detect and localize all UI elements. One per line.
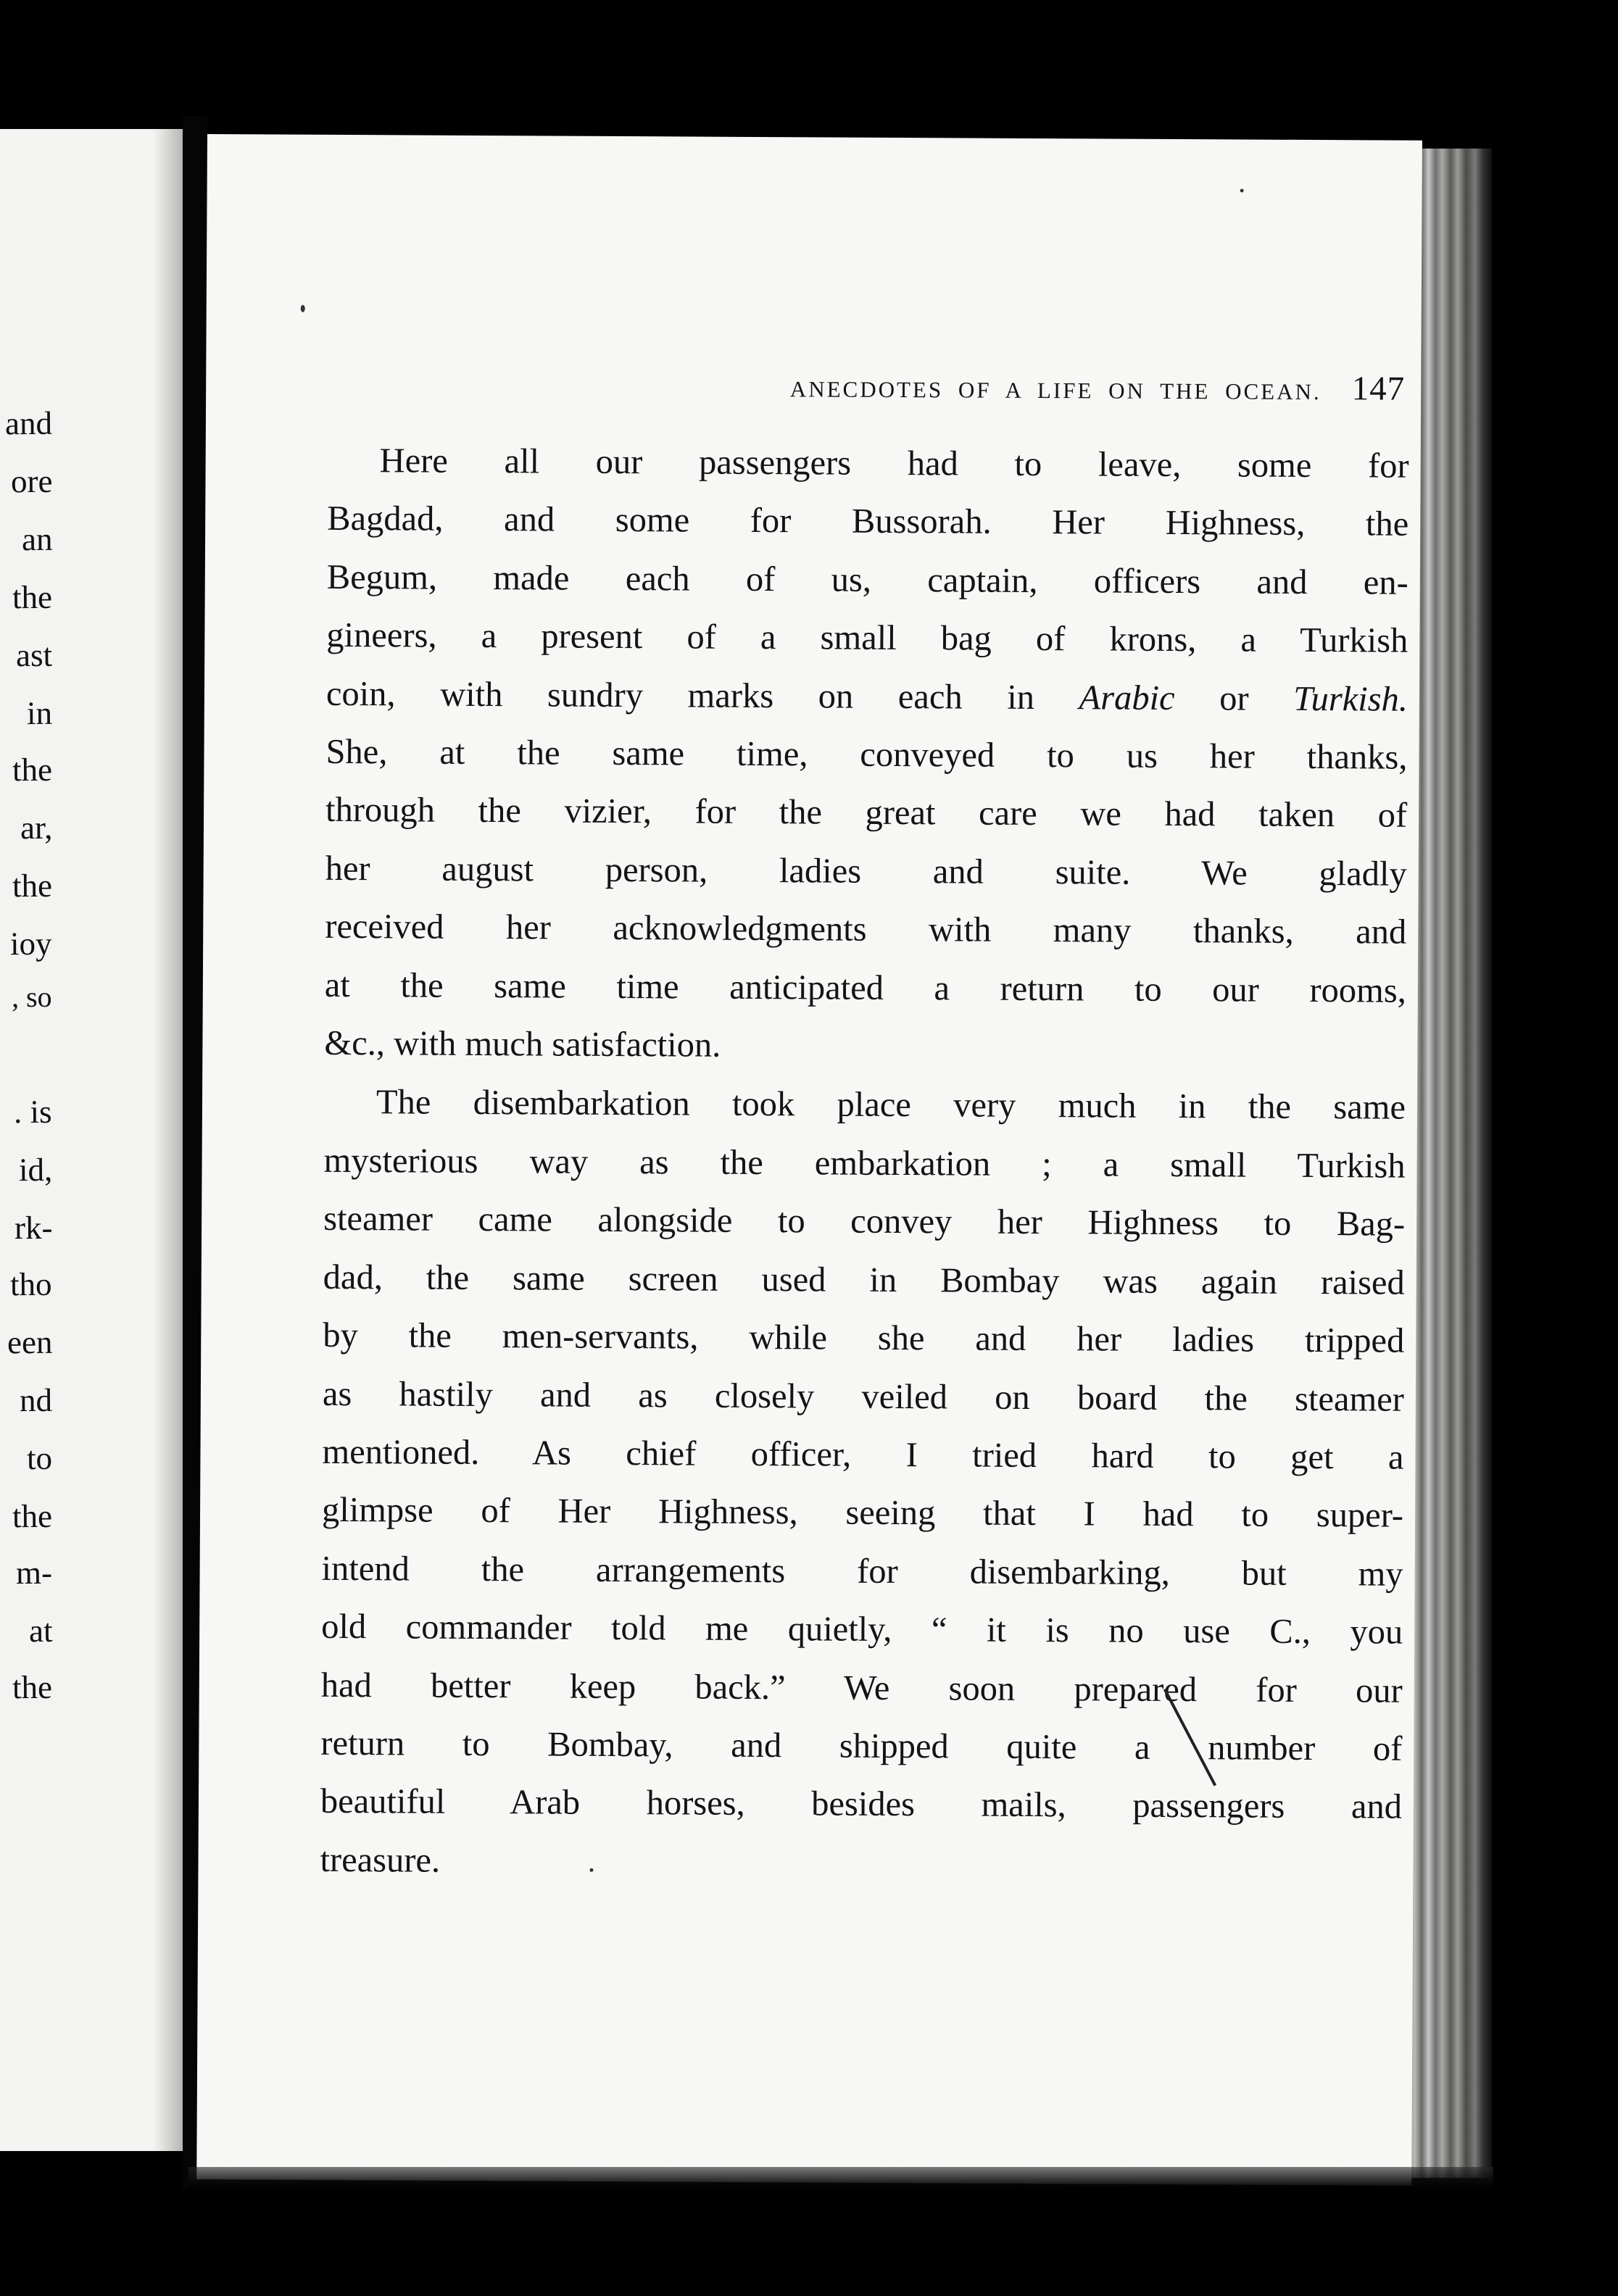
left-fragment: . is	[14, 1093, 53, 1131]
text-line: Begum, made each of us, captain, officers and en-	[326, 557, 1409, 602]
text-segment: or	[1219, 678, 1249, 718]
text-line: by the men-servants, while she and her ladies tripped	[323, 1315, 1405, 1360]
left-fragment: the	[12, 751, 53, 789]
text-line: glimpse of Her Highness, seeing that I had to super-	[321, 1491, 1404, 1535]
left-fragment: rk-	[14, 1209, 53, 1247]
text-line: steamer came alongside to convey her Highness to Bag-	[323, 1199, 1406, 1244]
text-line: The disembarkation took place very much in the same	[376, 1083, 1406, 1128]
text-line: intend the arrangements for disembarking, but my	[321, 1549, 1403, 1594]
left-fragment: , so	[12, 980, 53, 1014]
text-line: beautiful Arab horses, besides mails, passengers and	[320, 1782, 1403, 1827]
text-line-with-italics	[326, 665, 1408, 728]
left-fragment: at	[28, 1612, 53, 1650]
book-page	[196, 134, 1422, 2186]
text-segment: coin, with sundry marks on each in	[325, 674, 1035, 717]
text-line: mysterious way as the embarkation ; a small Turkish	[323, 1141, 1406, 1186]
page-number: 147	[1351, 370, 1406, 408]
text-line: She, at the same time, conveyed to us her thanks,	[325, 732, 1408, 777]
left-fragment: ioy	[10, 925, 53, 962]
left-fragment: in	[26, 694, 53, 732]
left-fragment: id,	[18, 1151, 53, 1189]
body-text	[320, 432, 1409, 1895]
page-bottom-shadow	[188, 2167, 1493, 2189]
left-fragment: the	[12, 578, 53, 616]
scan-speck	[301, 305, 305, 312]
left-fragment: tho	[10, 1265, 53, 1303]
gutter-shadow	[154, 129, 183, 2151]
text-line: treasure.	[320, 1840, 441, 1880]
text-line: at the same time anticipated a return to our rooms,	[324, 965, 1406, 1010]
scan-speck	[1240, 188, 1244, 192]
running-head	[462, 365, 1405, 409]
text-line: received her acknowledgments with many thanks, and	[325, 907, 1407, 952]
paragraph-2	[320, 1073, 1406, 1894]
left-fragment: een	[7, 1323, 53, 1361]
left-fragment: and	[4, 404, 53, 442]
left-fragment: ast	[15, 636, 53, 674]
text-line: as hastily and as closely veiled on board the steamer	[322, 1374, 1405, 1419]
text-line: gineers, a present of a small bag of krons, a Turkish	[326, 616, 1409, 660]
text-line: through the vizier, for the great care we had taken of	[325, 791, 1408, 836]
text-line: Bagdad, and some for Bussorah. Her Highness, the	[327, 499, 1409, 544]
left-fragment: the	[12, 1668, 53, 1706]
italic-word: Turkish.	[1293, 679, 1409, 719]
italic-word: Arabic	[1079, 678, 1175, 718]
text-line: had better keep back.” We soon prepared for our	[320, 1665, 1403, 1710]
running-title: ANECDOTES OF A LIFE ON THE OCEAN.	[789, 376, 1322, 405]
left-fragment: the	[12, 1497, 53, 1535]
text-line: old commander told me quietly, “ it is no use C., you	[321, 1607, 1403, 1652]
left-fragment: ar,	[20, 809, 53, 847]
text-line: &c., with much satisfaction.	[324, 1023, 721, 1065]
left-fragment: to	[26, 1439, 53, 1477]
left-fragment: ore	[10, 462, 53, 500]
text-line: Here all our passengers had to leave, some for	[379, 441, 1409, 486]
text-line: mentioned. As chief officer, I tried hard to get a	[322, 1432, 1404, 1477]
left-fragment: m-	[15, 1554, 53, 1592]
left-fragment: an	[21, 520, 53, 558]
left-facing-page	[0, 129, 183, 2151]
paragraph-1	[324, 432, 1409, 1078]
scan-speck	[589, 1868, 593, 1872]
text-line: her august person, ladies and suite. We gladly	[325, 849, 1407, 894]
left-fragment: nd	[19, 1381, 53, 1419]
text-line: dad, the same screen used in Bombay was again raised	[323, 1257, 1405, 1302]
text-line: return to Bombay, and shipped quite a number of	[320, 1723, 1403, 1768]
left-fragment: the	[12, 867, 53, 904]
